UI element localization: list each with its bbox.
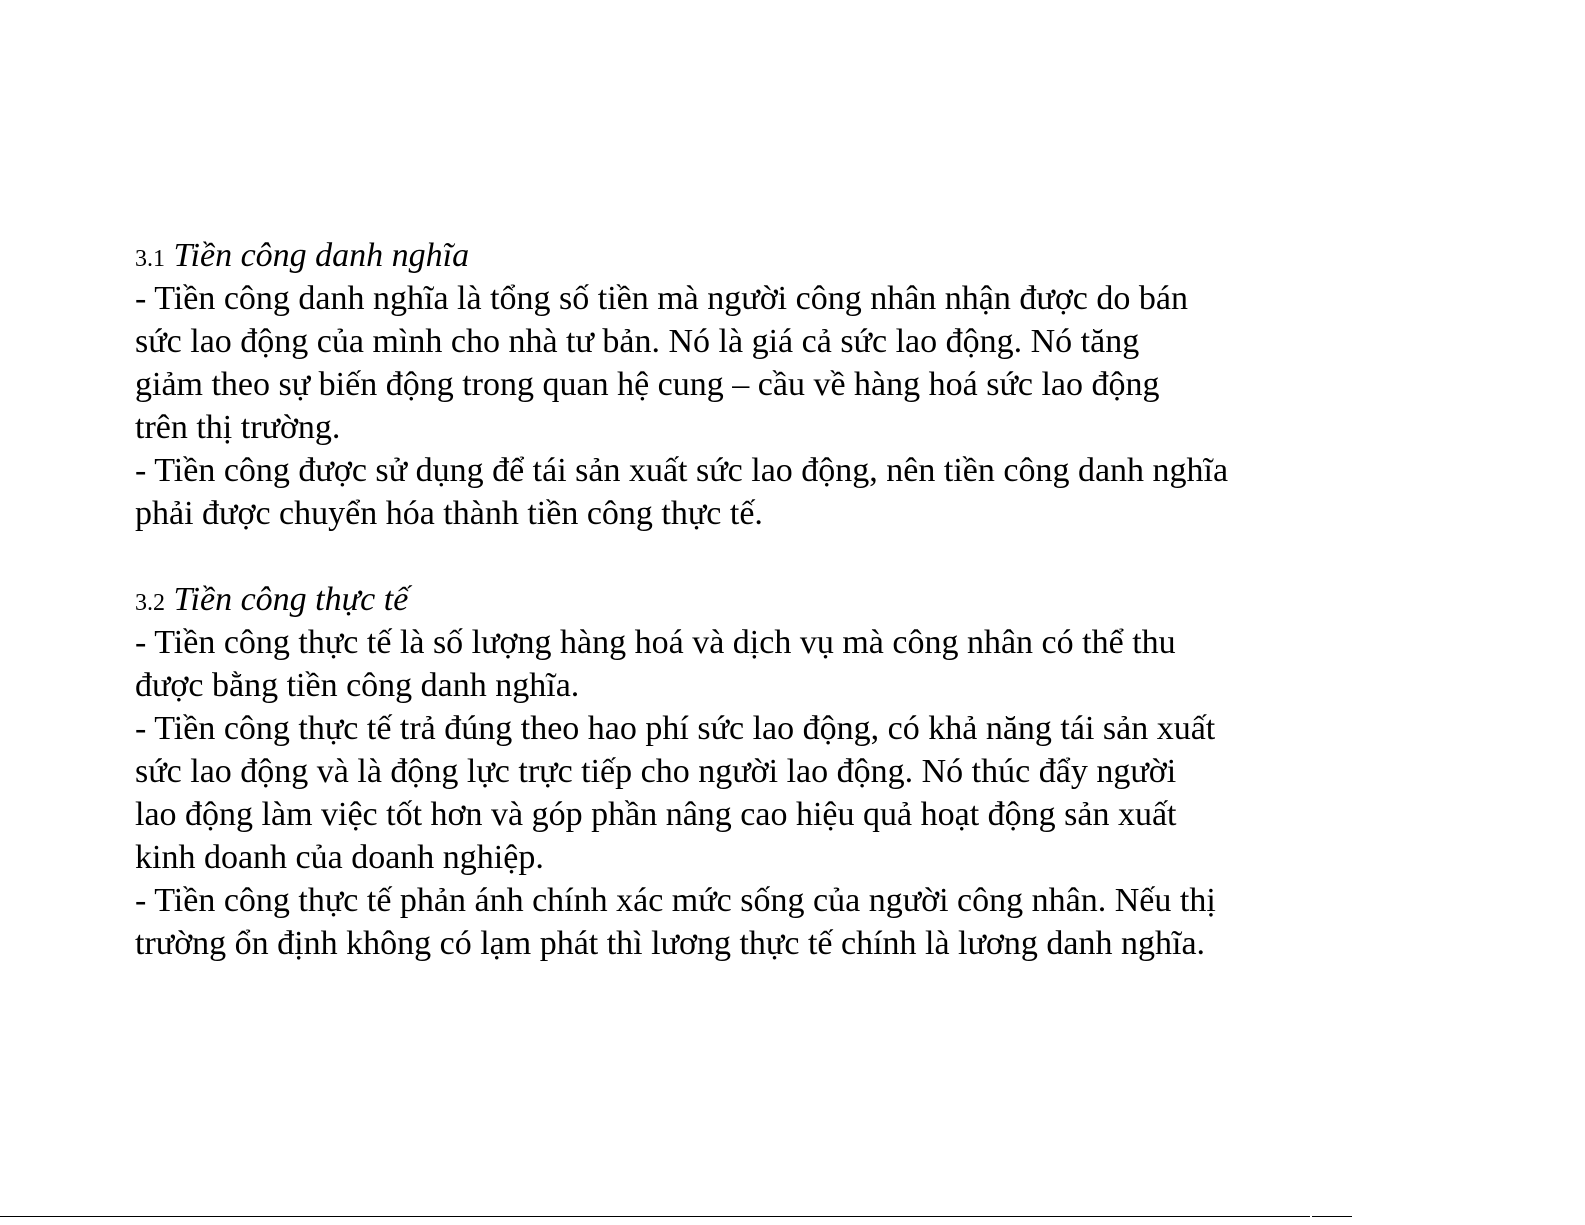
paragraph xyxy=(135,707,1365,879)
text-line: sức lao động và là động lực trực tiếp cho người lao động. Nó thúc đẩy người xyxy=(135,753,1177,790)
footer-divider-short xyxy=(1312,1216,1352,1217)
paragraph xyxy=(135,879,1365,965)
text-line: - Tiền công được sử dụng để tái sản xuất sức lao động, nên tiền công danh nghĩa xyxy=(135,452,1229,489)
document-body xyxy=(135,234,1365,965)
paragraph xyxy=(135,621,1365,707)
paragraph xyxy=(135,449,1365,535)
text-line: giảm theo sự biến động trong quan hệ cung – cầu về hàng hoá sức lao động xyxy=(135,366,1160,403)
section-title: Tiền công thực tế xyxy=(173,581,409,618)
text-line: lao động làm việc tốt hơn và góp phần nâng cao hiệu quả hoạt động sản xuất xyxy=(135,796,1177,833)
section-heading-3-2 xyxy=(135,578,1365,621)
text-line: trường ổn định không có lạm phát thì lương thực tế chính là lương danh nghĩa. xyxy=(135,925,1206,962)
text-line: - Tiền công thực tế phản ánh chính xác mức sống của người công nhân. Nếu thị xyxy=(135,882,1216,919)
text-line: sức lao động của mình cho nhà tư bản. Nó là giá cả sức lao động. Nó tăng xyxy=(135,323,1140,360)
text-line: - Tiền công thực tế trả đúng theo hao phí sức lao động, có khả năng tái sản xuất xyxy=(135,710,1216,747)
section-number: 3.2 xyxy=(135,590,165,616)
text-line: phải được chuyển hóa thành tiền công thực tế. xyxy=(135,495,763,532)
section-heading-3-1 xyxy=(135,234,1365,277)
text-line: trên thị trường. xyxy=(135,409,341,446)
section-title: Tiền công danh nghĩa xyxy=(173,237,470,274)
paragraph xyxy=(135,277,1365,449)
footer-divider xyxy=(0,1216,1310,1217)
text-line: kinh doanh của doanh nghiệp. xyxy=(135,839,544,876)
text-line: được bằng tiền công danh nghĩa. xyxy=(135,667,580,704)
text-line: - Tiền công thực tế là số lượng hàng hoá và dịch vụ mà công nhân có thể thu xyxy=(135,624,1176,661)
blank-line xyxy=(135,535,1365,578)
text-line: - Tiền công danh nghĩa là tổng số tiền mà người công nhân nhận được do bán xyxy=(135,280,1188,317)
section-number: 3.1 xyxy=(135,246,165,272)
